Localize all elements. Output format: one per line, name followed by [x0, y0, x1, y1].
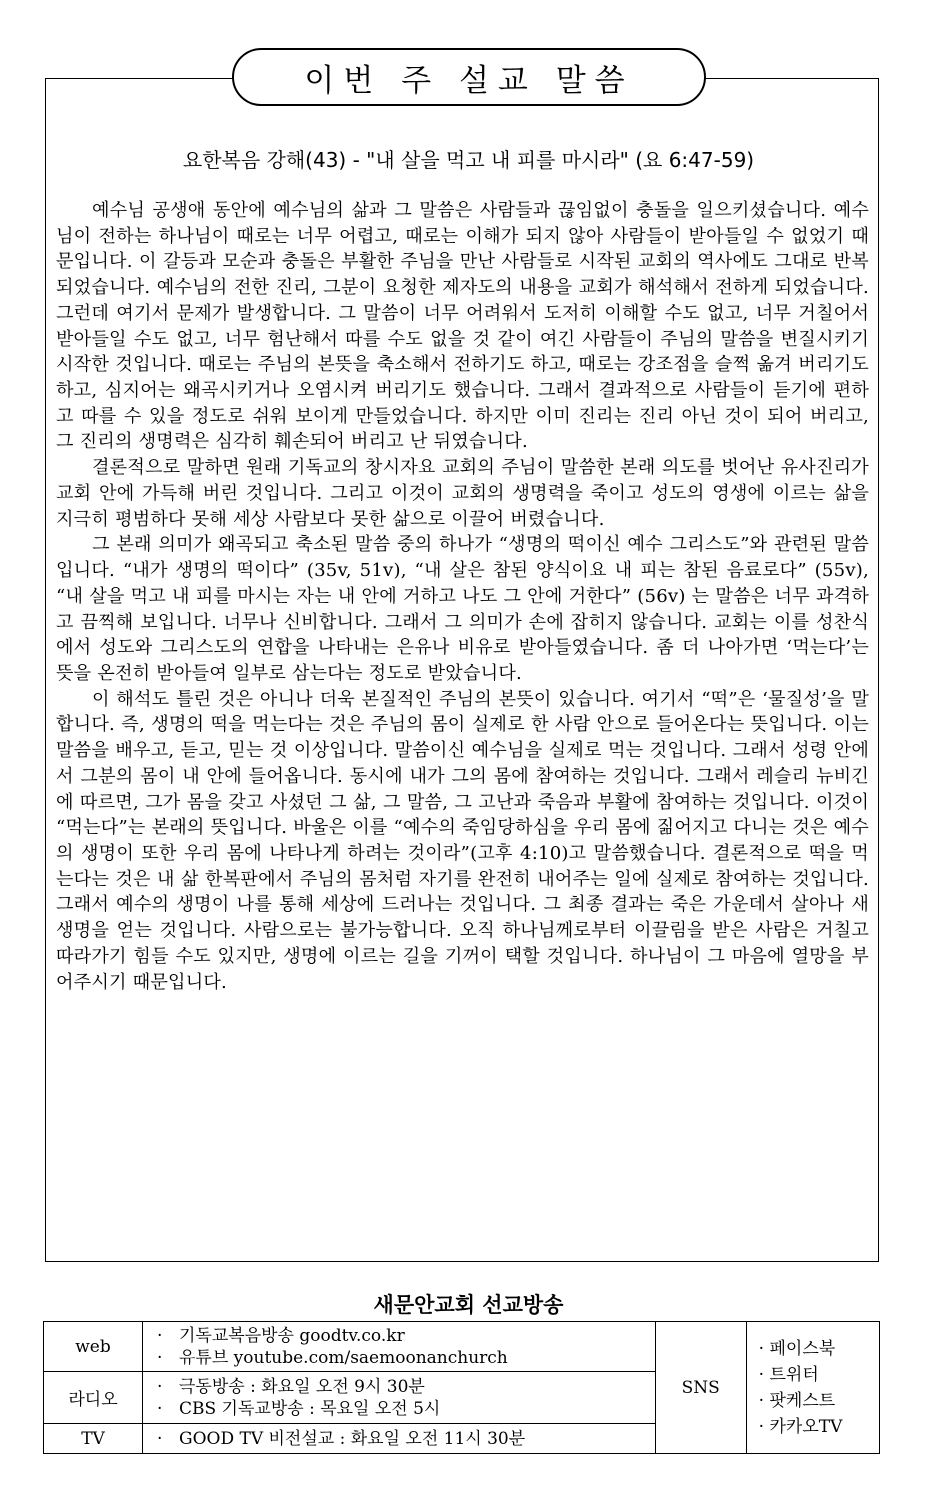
page-title-text: 이번 주 설교 말씀: [304, 62, 634, 99]
sermon-paragraph: 그 본래 의미가 왜곡되고 축소된 말씀 중의 하나가 “생명의 떡이신 예수 그리스도”와 관련된 말씀입니다. “내가 생명의 떡이다” (35v, 51v), “내 살은 참된 양식이요 내 피는 참된 음료로다” (55v), “내 살을 먹고 내 피를 마시는 자는 내 안에 거하고 나도 그 안에 거한다” (56v) 는 말씀은 너무 과격하고 끔찍해 보입니다. 너무나 신비합니다. 그래서 그 의미가 손에 잡히지 않습니다. 교회는 이를 성찬식에서 성도와 그리스도의 연합을 나타내는 은유나 비유로 받아들였습니다. 좀 더 나아가면 ‘먹는다’는 뜻을 온전히 받아들여 일부로 삼는다는 정도로 받았습니다.: [56, 534, 869, 684]
list-item: · 기독교복음방송 goodtv.co.kr: [157, 1325, 405, 1346]
list-item: · 극동방송 : 화요일 오전 9시 30분: [157, 1376, 425, 1397]
page-title: [232, 48, 706, 106]
sermon-paragraph: 이 해석도 틀린 것은 아니나 더욱 본질적인 주님의 본뜻이 있습니다. 여기서 “떡”은 ‘물질성’을 말합니다. 즉, 생명의 떡을 먹는다는 것은 주님의 몸이 실제로 한 사람 안으로 들어온다는 뜻입니다. 이는 말씀을 배우고, 듣고, 믿는 것 이상입니다. 말씀이신 예수님을 실제로 먹는 것입니다. 그래서 성령 안에서 그분의 몸이 내 안에 들어옵니다. 동시에 내가 그의 몸에 참여하는 것입니다. 그래서 레슬리 뉴비긴에 따르면, 그가 몸을 갖고 사셨던 그 삶, 그 말씀, 그 고난과 죽음과 부활에 참여하는 것입니다. 이것이 “먹는다”는 본래의 뜻입니다. 바울은 이를 “예수의 죽임당하심을 우리 몸에 짊어지고 다니는 것은 예수의 생명이 또한 우리 몸에 나타나게 하려는 것이라”(고후 4:10)고 말씀했습니다. 결론적으로 떡을 먹는다는 것은 내 삶 한복판에서 주님의 몸처럼 자기를 완전히 내어주는 일에 실제로 참여하는 것입니다. 그래서 예수의 생명이 나를 통해 세상에 드러나는 것입니다. 그 최종 결과는 죽은 가운데서 살아나 새 생명을 얻는 것입니다. 사람으로는 불가능합니다. 오직 하나님께로부터 이끌림을 받은 사람은 거칠고 따라가기 힘들 수도 있지만, 생명에 이르는 길을 기꺼이 택할 것입니다. 하나님이 그 마음에 열망을 부어주시기 때문입니다.: [56, 688, 869, 993]
list-item: · 페이스북: [758, 1338, 836, 1359]
row-entries-tv: [143, 1424, 656, 1454]
list-item: · GOOD TV 비전설교 : 화요일 오전 11시 30분: [157, 1428, 526, 1449]
list-item: · 트위터: [758, 1364, 819, 1385]
row-label-tv: TV: [44, 1424, 143, 1454]
table-row: [44, 1322, 880, 1372]
broadcast-table: [43, 1321, 880, 1454]
sermon-subtitle: 요한복음 강해(43) - "내 살을 먹고 내 피를 마시라" (요 6:47-59): [182, 148, 755, 172]
list-item: · 카카오TV: [758, 1416, 843, 1437]
row-entries-web: [143, 1322, 656, 1372]
sns-label: SNS: [655, 1322, 746, 1454]
broadcast-title: 새문안교회 선교방송: [373, 1293, 564, 1317]
row-entries-radio: [143, 1372, 656, 1424]
list-item: · 팟케스트: [758, 1390, 836, 1411]
row-label-web: web: [44, 1322, 143, 1372]
list-item: · 유튜브 youtube.com/saemoonanchurch: [157, 1347, 508, 1368]
list-item: · CBS 기독교방송 : 목요일 오전 5시: [157, 1398, 441, 1419]
sermon-body: [56, 198, 869, 995]
sermon-paragraph: 예수님 공생애 동안에 예수님의 삶과 그 말씀은 사람들과 끊임없이 충돌을 일으키셨습니다. 예수님이 전하는 하나님이 때로는 너무 어렵고, 때로는 이해가 되지 않아 사람들이 받아들일 수 없었기 때문입니다. 이 갈등과 모순과 충돌은 부활한 주님을 만난 사람들로 시작된 교회의 역사에도 그대로 반복되었습니다. 예수님의 전한 진리, 그분이 요청한 제자도의 내용을 교회가 해석해서 전하게 되었습니다. 그런데 여기서 문제가 발생합니다. 그 말씀이 너무 어려워서 도저히 이해할 수도 없고, 너무 거칠어서 받아들일 수도 없고, 너무 험난해서 따를 수도 없을 것 같이 여긴 사람들이 주님의 말씀을 변질시키기 시작한 것입니다. 때로는 주님의 본뜻을 축소해서 전하기도 하고, 때로는 강조점을 슬쩍 옮겨 버리기도 하고, 심지어는 왜곡시키거나 오염시켜 버리기도 했습니다. 그래서 결과적으로 사람들이 듣기에 편하고 따를 수 있을 정도로 쉬워 보이게 만들었습니다. 하지만 이미 진리는 진리 아닌 것이 되어 버리고, 그 진리의 생명력은 심각히 훼손되어 버리고 난 뒤였습니다.: [56, 200, 869, 453]
sermon-paragraph: 결론적으로 말하면 원래 기독교의 창시자요 교회의 주님이 말씀한 본래 의도를 벗어난 유사진리가 교회 안에 가득해 버린 것입니다. 그리고 이것이 교회의 생명력을 죽이고 성도의 영생에 이르는 삶을 지극히 평범하다 못해 세상 사람보다 못한 삶으로 이끌어 버렸습니다.: [56, 457, 869, 530]
row-label-radio: 라디오: [44, 1372, 143, 1424]
sns-list: [746, 1322, 879, 1454]
